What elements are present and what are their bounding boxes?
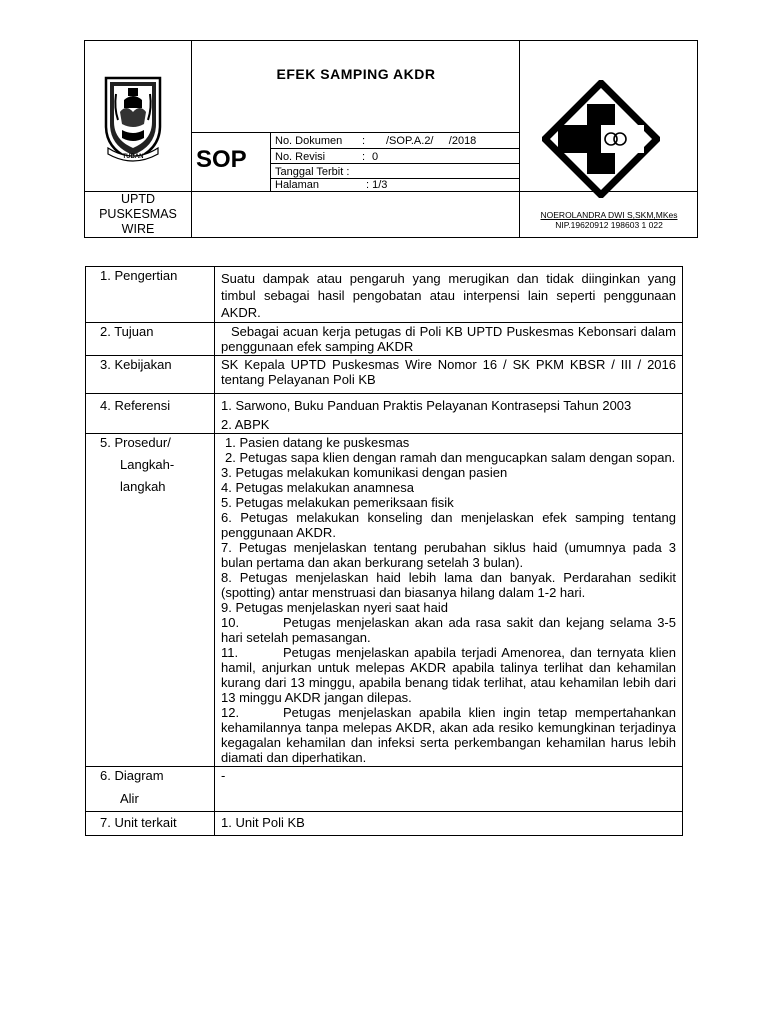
signer-name: NOEROLANDRA DWI S,SKM,MKes: [540, 210, 678, 220]
row-label: 3. Kebijakan: [86, 356, 215, 394]
list-item: 5. Petugas melakukan pemeriksaan fisik: [221, 495, 454, 510]
puskesmas-logo-icon: [542, 80, 660, 198]
header-divider: [270, 132, 271, 192]
list-item: 3. Petugas melakukan komunikasi dengan pasien: [221, 465, 508, 480]
logo-ribbon-text: TUBAN: [122, 154, 144, 160]
table-row: [86, 394, 683, 434]
list-item: 2. Petugas sapa klien dengan ramah dan mengucapkan salam dengan sopan.: [225, 450, 676, 465]
regency-logo-icon: [100, 74, 166, 164]
row-label: 5. Prosedur/ Langkah- langkah: [86, 434, 215, 767]
row-label: 6. Diagram Alir: [86, 767, 215, 812]
diagram-text: -: [215, 767, 683, 812]
issue-date-label: Tanggal Terbit :: [275, 166, 350, 178]
table-row: [86, 323, 683, 356]
header-divider: [191, 132, 520, 133]
signer-nip: NIP.19620912 198603 1 022: [555, 220, 663, 230]
unit-terkait-text: 1. Unit Poli KB: [215, 812, 683, 836]
list-item: 8. Petugas menjelaskan haid lebih lama dan banyak. Perdarahan sedikit (spotting) antar menstruasi dan biasanya hilang dalam 1-2 hari.: [221, 570, 676, 600]
table-row: [86, 267, 683, 323]
unit-name: UPTD PUSKESMAS WIRE: [99, 192, 177, 236]
row-label: 7. Unit terkait: [86, 812, 215, 836]
kebijakan-text: SK Kepala UPTD Puskesmas Wire Nomor 16 / SK PKM KBSR / III / 2016 tentang Pelayanan Poli KB: [215, 356, 683, 394]
tujuan-text: Sebagai acuan kerja petugas di Poli KB UPTD Puskesmas Kebonsari dalam penggunaan efek samping AKDR: [215, 323, 683, 356]
table-row: [86, 434, 683, 767]
pengertian-text: Suatu dampak atau pengaruh yang merugikan dan tidak diinginkan yang timbul sebagai hasil pengobatan atau interpensi lain seperti penggunaan AKDR.: [215, 267, 683, 323]
list-item: 12. Petugas menjelaskan apabila klien ingin tetap mempertahankan kehamilannya tanpa melepas AKDR, akan ada resiko kemungkinan terjadinya kegagalan kehamilan dan infeksi serta perkembangan kehamilan harus lebih diamati dan diperhatikan.: [221, 705, 676, 765]
list-item: 4. Petugas melakukan anamnesa: [221, 480, 414, 495]
signature-block: [520, 210, 698, 230]
list-item: 11. Petugas menjelaskan apabila terjadi Amenorea, dan ternyata klien hamil, anjurkan untuk melepas AKDR apabila talinya terlihat dan kehamilan kurang dari 13 minggu, apabila benang tidak terlihat, atau kehamilan lebih dari 13 minggu AKDR jangan dilepas.: [221, 645, 676, 705]
doc-number-label: No. Dokumen: [275, 135, 343, 147]
prosedur-steps: [215, 434, 683, 767]
list-item: 9. Petugas menjelaskan nyeri saat haid: [221, 600, 448, 615]
page-label: Halaman: [275, 179, 320, 191]
list-item: 1. Sarwono, Buku Panduan Praktis Pelayanan Kontrasepsi Tahun 2003: [221, 398, 632, 413]
list-item: 6. Petugas melakukan konseling dan menjelaskan efek samping tentang penggunaan AKDR.: [221, 510, 676, 540]
table-row: [86, 356, 683, 394]
sop-content-table: [85, 266, 683, 836]
page-value: : 1/3: [366, 179, 388, 191]
doc-number-value: /SOP.A.2/ /2018: [386, 135, 477, 147]
list-item: 2. ABPK: [221, 417, 270, 432]
list-item: 1. Pasien datang ke puskesmas: [225, 435, 410, 450]
header-divider: [270, 163, 520, 164]
revision-value: 0: [372, 151, 379, 163]
row-label: 1. Pengertian: [86, 267, 215, 323]
row-label: 2. Tujuan: [86, 323, 215, 356]
header-divider: [270, 148, 520, 149]
list-item: 10. Petugas menjelaskan akan ada rasa sakit dan kejang selama 3-5 hari setelah pemasangan.: [221, 615, 676, 645]
revision-label: No. Revisi: [275, 151, 326, 163]
row-label: 4. Referensi: [86, 394, 215, 434]
list-item: 7. Petugas menjelaskan tentang perubahan siklus haid (umumnya pada 3 bulan pertama dan akan berkurang setelah 3 bulan).: [221, 540, 676, 570]
table-row: [86, 767, 683, 812]
sop-label: SOP: [196, 146, 247, 173]
referensi-list: [215, 394, 683, 434]
sop-title: EFEK SAMPING AKDR: [276, 66, 436, 82]
table-row: [86, 812, 683, 836]
